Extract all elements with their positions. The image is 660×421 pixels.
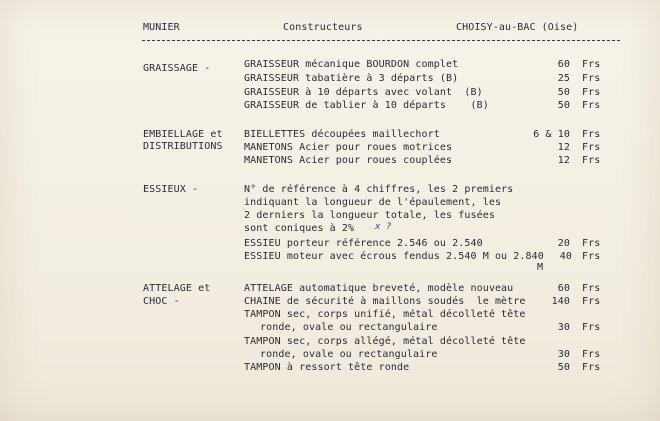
item-price: 50: [557, 100, 570, 111]
item-unit: Frs: [582, 238, 601, 249]
item-price: 50: [557, 87, 570, 98]
item-unit: Frs: [582, 59, 601, 70]
item-text: ESSIEU moteur avec écrous fendus 2.540 M ou 2.840: [244, 251, 544, 262]
item-unit: Frs: [582, 100, 601, 111]
item-price: 20: [557, 238, 570, 249]
item-price: 25: [557, 73, 570, 84]
item-unit: Frs: [582, 251, 601, 262]
item-text-continued: ronde, ovale ou rectangulaire: [260, 322, 438, 333]
item-unit: Frs: [582, 87, 601, 98]
item-unit: Frs: [582, 349, 601, 360]
item-unit: Frs: [582, 73, 601, 84]
item-price: 60: [557, 59, 570, 70]
item-text: MANETONS Acier pour roues motrices: [244, 142, 453, 153]
description-line: N° de référence à 4 chiffres, les 2 premiers: [244, 184, 514, 195]
section-label-choc: CHOC -: [143, 296, 180, 307]
item-text-continued: ronde, ovale ou rectangulaire: [260, 349, 438, 360]
handwritten-annotation: x ?: [375, 222, 392, 232]
item-price: 30: [557, 322, 570, 333]
item-unit: Frs: [582, 362, 601, 373]
item-price: 12: [557, 142, 570, 153]
item-text: ESSIEU porteur référence 2.546 ou 2.540: [244, 238, 483, 249]
item-text: GRAISSEUR à 10 départs avec volant (B): [244, 87, 483, 98]
description-line: indiquant la longueur de l'épaulement, les: [244, 197, 502, 208]
item-price: 30: [557, 349, 570, 360]
section-label-essieux: ESSIEUX -: [143, 184, 199, 195]
item-text: TAMPON sec, corps unifié, métal décolleté tête: [244, 309, 526, 320]
section-label-attelage: ATTELAGE et: [143, 283, 211, 294]
item-price: 50: [557, 362, 570, 373]
item-text: MANETONS Acier pour roues couplées: [244, 155, 453, 166]
item-text: ATTELAGE automatique breveté, modèle nouveau: [244, 283, 514, 294]
item-text: CHAINE de sécurité à maillons soudés le mètre: [244, 296, 526, 307]
section-label-distributions: DISTRIBUTIONS: [143, 141, 223, 152]
header-rule: [142, 40, 620, 41]
description-line: sont coniques à 2%: [244, 223, 355, 234]
item-unit: Frs: [582, 322, 601, 333]
item-price: 140: [551, 296, 570, 307]
item-suffix: M: [537, 262, 544, 273]
item-unit: Frs: [582, 296, 601, 307]
item-price: 6 & 10: [533, 129, 570, 140]
header-title: Constructeurs: [283, 22, 363, 33]
item-unit: Frs: [582, 283, 601, 294]
item-text: TAMPON à ressort tête ronde: [244, 362, 410, 373]
item-text: TAMPON sec, corps allégé, métal décolleté tête: [244, 336, 526, 347]
item-price: 60: [557, 283, 570, 294]
section-label-graissage: GRAISSAGE -: [143, 63, 211, 74]
header-maker: MUNIER: [143, 22, 180, 33]
item-text: GRAISSEUR de tablier à 10 départs (B): [244, 100, 489, 111]
item-unit: Frs: [582, 129, 601, 140]
item-text: GRAISSEUR tabatière à 3 départs (B): [244, 73, 459, 84]
item-price: 40: [559, 251, 572, 262]
description-line: 2 derniers la longueur totale, les fusées: [244, 210, 495, 221]
item-price: 12: [557, 155, 570, 166]
item-unit: Frs: [582, 142, 601, 153]
item-unit: Frs: [582, 155, 601, 166]
item-text: BIELLETTES découpées maillechort: [244, 129, 440, 140]
section-label-embiellage: EMBIELLAGE et: [143, 129, 223, 140]
header-location: CHOISY-au-BAC (Oise): [456, 22, 579, 33]
item-text: GRAISSEUR mécanique BOURDON complet: [244, 59, 459, 70]
